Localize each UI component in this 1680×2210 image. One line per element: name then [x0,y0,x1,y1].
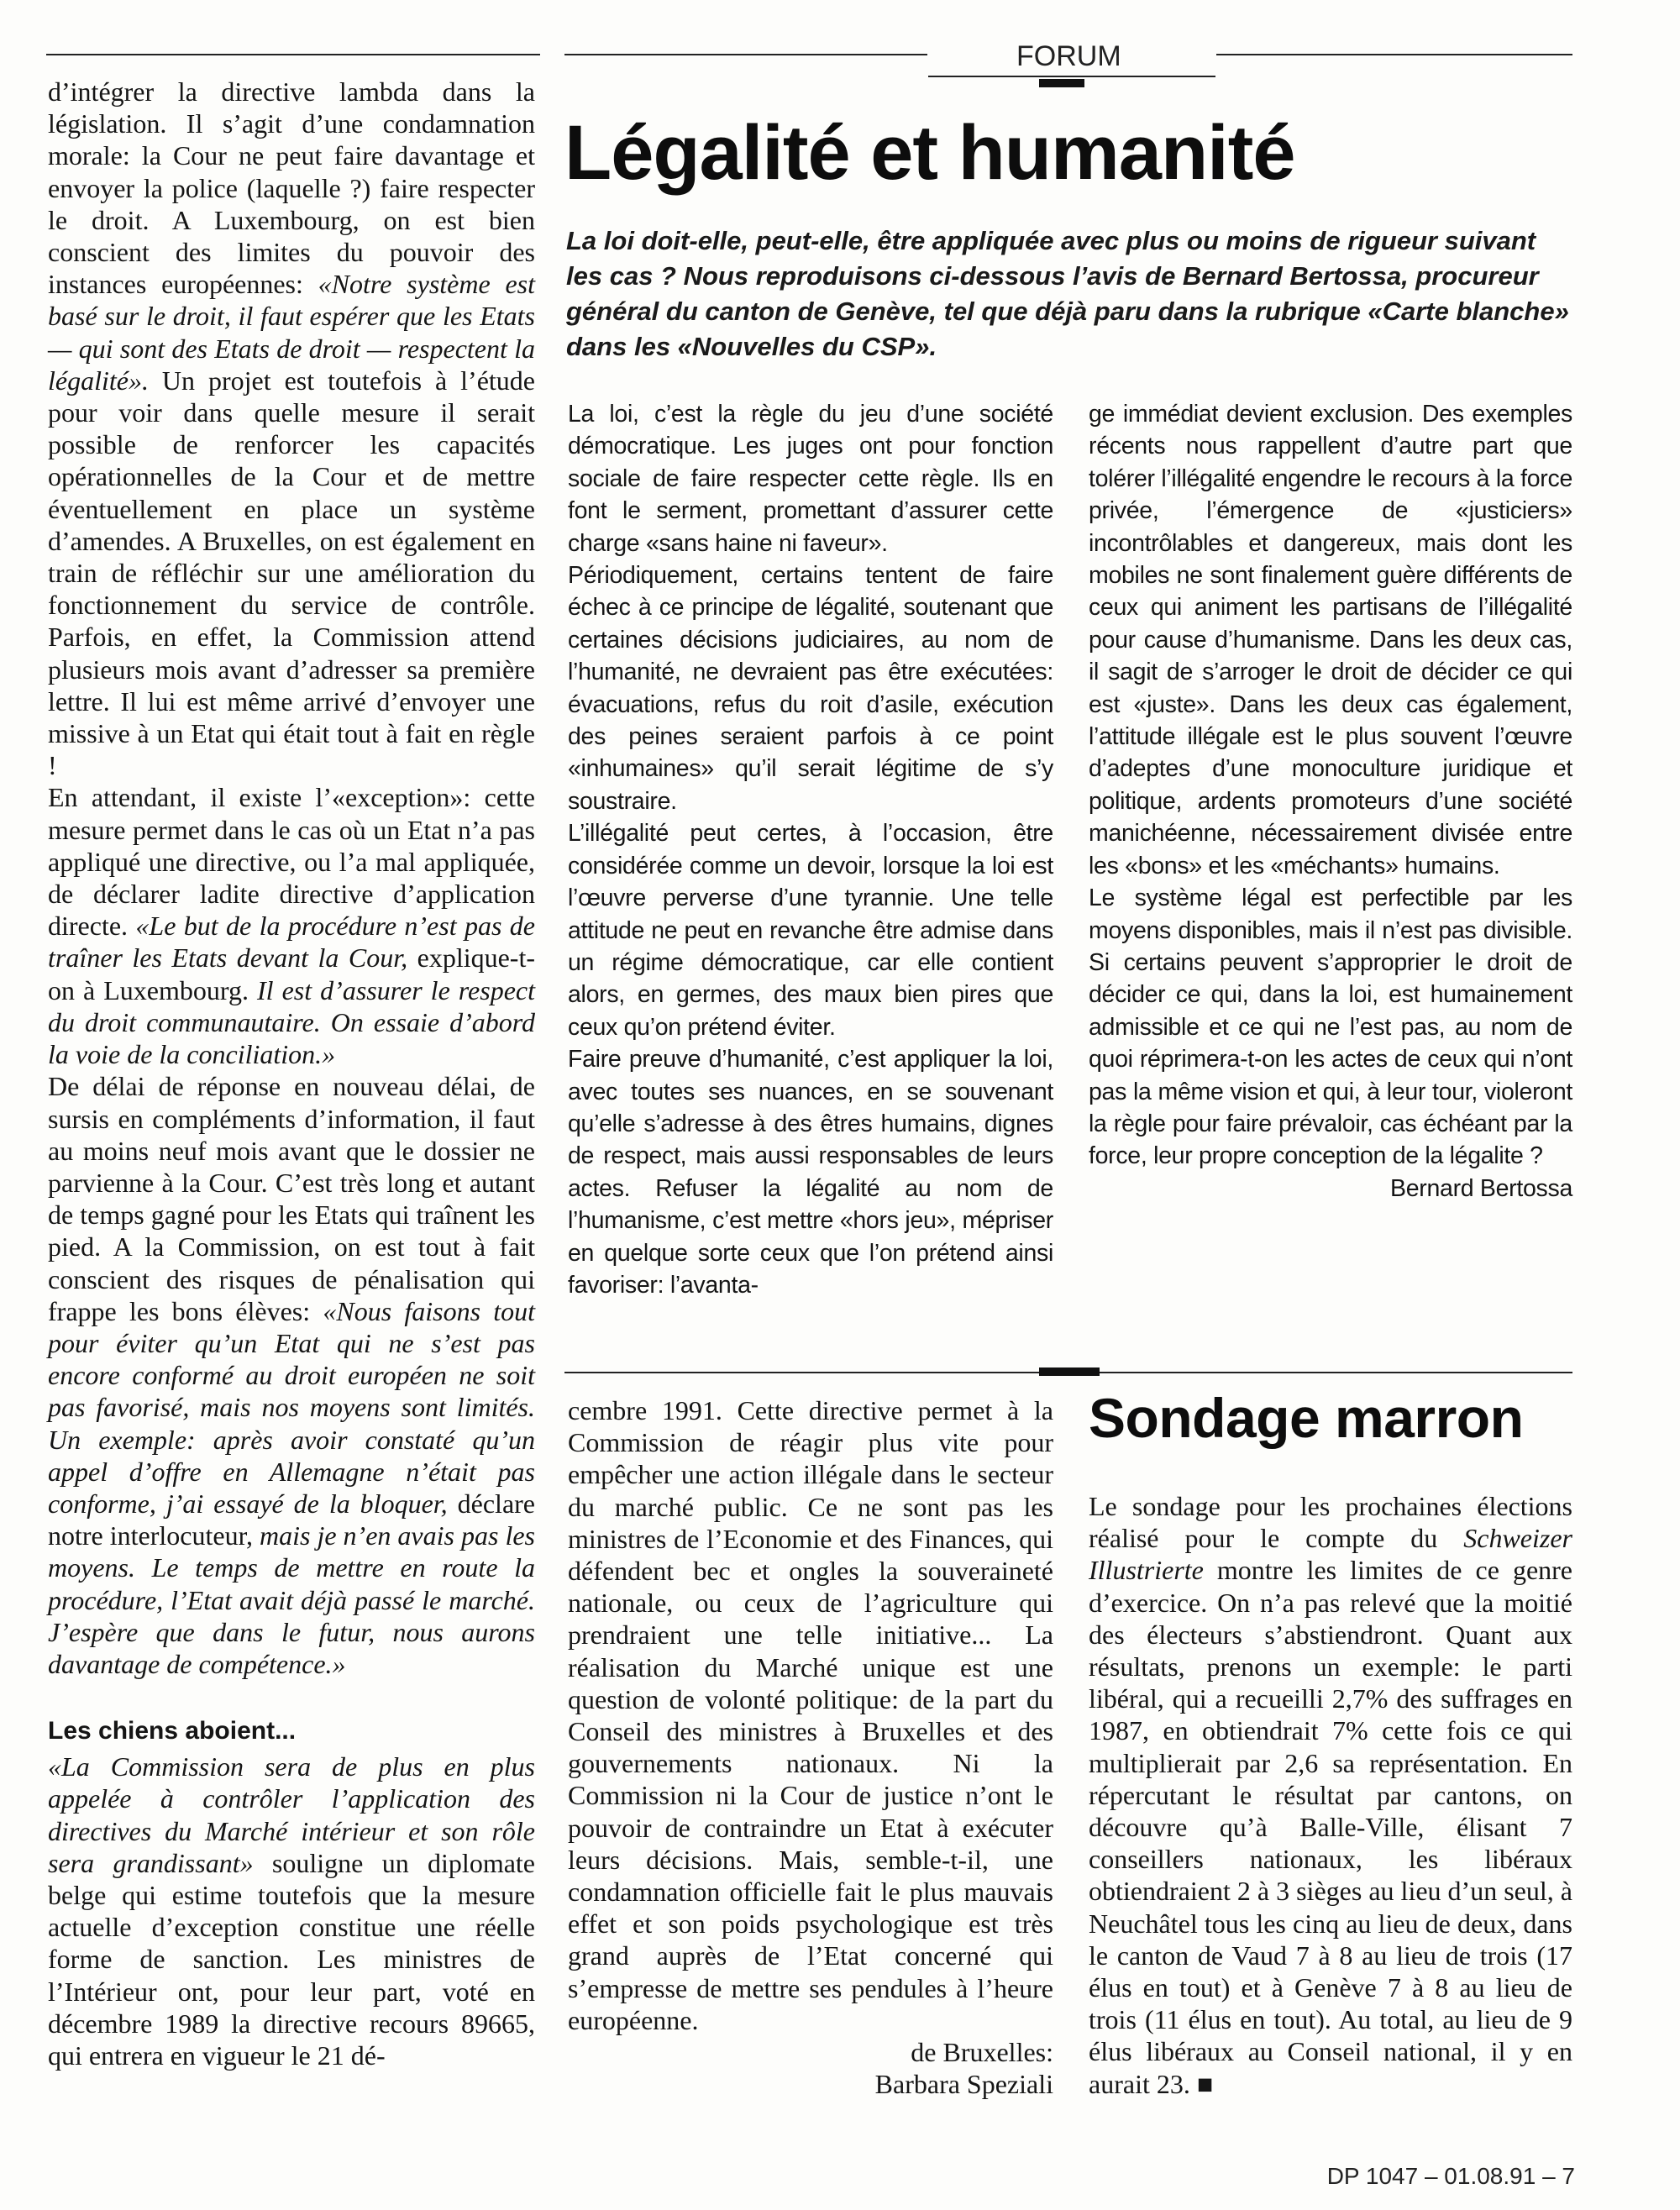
end-mark: ■ [1196,2068,1214,2099]
paragraph: La loi, c’est la règle du jeu d’une société démocratique. Les juges ont pour fonction sociale de faire respecter cette règle. Ils en font le serment, promettant d’assurer cette charge «sans haine ni faveur». [568,401,1053,557]
left-article-continuation [568,1394,1053,2100]
left-article-column [48,76,535,2071]
mid-rule-bar [1039,1367,1100,1376]
paragraph: Faire preuve d’humanité, c’est appliquer la loi, avec toutes ses nuances, en se souvenant qu’elle s’adresse à des êtres humains, dignes de respect, mais aussi responsables de leurs actes. Refuser la légalité au nom de l’humanisme, c’est mettre «hors jeu», mépriser en quelque sorte ceux que l’on prétend ainsi favoriser: l’avanta- [568,1046,1053,1299]
section-label-underline [928,76,1215,77]
paragraph: En attendant, il existe l’«exception»: cette mesure permet dans le cas où un Etat n’a pas appliqué une directive, ou l’a mal appliquée, de déclarer ladite directive d’application directe. «Le but de la procédure n’est pas de traîner les Etats devant la Cour, explique-t-on à Luxembourg. Il est d’assurer le respect du droit communautaire. On essaie d’abord la voie de la conciliation.» [48,782,536,1070]
top-rule-right [1216,54,1572,55]
paragraph: ge immédiat devient exclusion. Des exemples récents nous rappellent d’autre part que tolérer l’illégalité engendre le recours à la force privée, l’émergence de «justiciers» incontrôlables et dangereux, mais dont les mobiles ne sont finalement guère différents de ceux qui animent les partisans de l’illégalité pour cause d’humanisme. Dans les deux cas, il sagit de s’arroger le droit de décider ce qui est «juste». Dans les deux cas également, l’attitude illégale est le plus souvent l’œuvre d’adeptes d’une monoculture juridique et politique, ardents promoteurs d’une société manichéenne, nécessairement divisée entre les «bons» et les «méchants» humains. [1089,401,1572,879]
subheading: Les chiens aboient... [48,1717,297,1745]
lede: La loi doit-elle, peut-elle, être appliquée avec plus ou moins de rigueur suivant les cas ? Nous reproduisons ci-dessous l’avis de Bernard Bertossa, procureur général du canton de Genève, tel que déjà paru dans la rubrique «Carte blanche» dans les «Nouvelles du CSP». [566,226,1569,361]
paragraph: L’illégalité peut certes, à l’occasion, être considérée comme un devoir, lorsque la loi est l’œuvre perverse d’une tyrannie. Une telle attitude ne peut en revanche être admise dans un régime démocratique, car elle contient alors, en germes, des maux bien pires que ceux qu’on prétend éviter. [568,820,1053,1041]
top-rule-middle-left [564,54,927,55]
feature-column-2 [1089,398,1572,1205]
sondage-title: Sondage marron [1089,1387,1524,1449]
top-rule-left [46,54,540,55]
paragraph: d’intégrer la directive lambda dans la législation. Il s’agit d’une condamnation morale: la Cour ne peut faire davantage et envoyer la police (laquelle ?) faire respecter le droit. A Luxembourg, on est bien conscient des limites du pouvoir des instances européennes: «Notre système est basé sur le droit, il faut espérer que les Etats — qui sont des Etats de droit — respectent la légalité». Un projet est toutefois à l’étude pour voir dans quelle mesure il serait possible de renforcer les capacités opérationnelles de la Cour et de mettre éventuellement en place un système d’amendes. A Bruxelles, on est également en train de réfléchir sur une amélioration du fonctionnement du service de contrôle. Parfois, en effet, la Commission attend plusieurs mois avant d’adresser sa première lettre. Il lui est même arrivé d’envoyer une missive à un Etat qui était tout à fait en règle ! [48,76,535,781]
section-label: FORUM [1016,40,1121,72]
page-footer: DP 1047 – 01.08.91 – 7 [1326,2163,1575,2189]
sondage-column [1089,1490,1572,2100]
paragraph: Le système légal est perfectible par les moyens disponibles, mais il n’est pas divisible. Si certains peuvent s’approprier le droit de décider ce qui, dans la loi, est humainement admissible et ce qui ne l’est pas, au nom de quoi réprimera-t-on les actes de ceux qui n’ont pas la même vision et qui, à leur tour, violeront la règle pour faire prévaloir, cas échéant par la force, leur propre conception de la légalite ? [1089,885,1572,1170]
paragraph: cembre 1991. Cette directive permet à la Commission de réagir plus vite pour empêcher une action illégale dans le secteur du marché public. Ce ne sont pas les ministres de l’Economie et des Finances, qui défendent bec et ongles la souveraineté nationale, ou ceux de l’agriculture qui prendraient une telle initiative... La réalisation du Marché unique est une question de volonté politique: de la part du Conseil des ministres à Bruxelles et des gouvernements nationaux. Ni la Commission ni la Cour de justice n’ont le pouvoir de contraindre un Etat à exécuter leurs décisions. Mais, semble-t-il, une condamnation officielle fait le plus mauvais effet et son poids psychologique est très grand auprès de l’Etat concerné qui s’empresse de mettre ses pendules à l’heure européenne. [568,1395,1053,2035]
paragraph: Le sondage pour les prochaines élections réalisé pour le compte du Schweizer Illustrierte montre les limites de ce genre d’exercice. On n’a pas relevé que la moitié des électeurs s’abstiendront. Quant aux résultats, prenons un exemple: le parti libéral, qui a recueilli 2,7% des suffrages en 1987, en obtiendrait 7% cette fois ce qui multiplierait par 2,6 sa représentation. En répercutant le résultat par cantons, on découvre qu’à Balle-Ville, élisant 7 conseillers nationaux, les libéraux obtiendraient 2 à 3 sièges au lieu d’un seul, à Neuchâtel tous les cinq au lieu de deux, dans le canton de Vaud 7 à 8 au lieu de trois (17 élus en tout) et à Genève 7 à 8 au lieu de trois (11 élus en tout). Au total, au lieu de 9 élus libéraux au Conseil national, il y en aurait 23. ■ [1089,1491,1572,2099]
byline-author: Bernard Bertossa [1390,1174,1572,1202]
paragraph: De délai de réponse en nouveau délai, de sursis en compléments d’information, il faut au moins neuf mois avant que le dossier ne parvienne à la Cour. C’est très long et autant de temps gagné pour les Etats qui traînent les pied. A la Commission, on est tout à fait conscient des risques de pénalisation qui frappe les bons élèves: «Nous faisons tout pour éviter qu’un Etat qui ne s’est pas encore conformé au droit européen ne soit pas favorisé, mais nos moyens sont limités. Un exemple: après avoir constaté qu’un appel d’offre en Allemagne n’était pas conforme, j’ai essayé de la bloquer, déclare notre interlocuteur, mais je n’en avais pas les moyens. Le temps de mettre en route la procédure, l’Etat avait déjà passé le marché. J’espère que dans le futur, nous aurons davantage de compétence.» [48,1071,536,1679]
byline-location: de Bruxelles: [911,2037,1053,2068]
page-title: Légalité et humanité [564,110,1295,196]
byline-author: Barbara Speziali [874,2069,1053,2100]
section-label-bar [1039,79,1084,87]
feature-column-1 [568,398,1053,1301]
paragraph: «La Commission sera de plus en plus appelée à contrôler l’application des directives du Marché intérieur et son rôle sera grandissant» souligne un diplomate belge qui estime toutefois que la mesure actuelle d’exception constitue une réelle forme de sanction. Les ministres de l’Intérieur ont, pour leur part, voté en décembre 1989 la directive recours 89665, qui entrera en vigueur le 21 dé- [48,1751,536,2071]
paragraph: Périodiquement, certains tentent de faire échec à ce principe de légalité, soutenant que certaines décisions judiciaires, au nom de l’humanité, ne devraient pas être exécutées: évacuations, refus du roit d’asile, exécution des peines seraient parfois à ce point «inhumaines» qu’il serait légitime de s’y soustraire. [568,562,1053,815]
